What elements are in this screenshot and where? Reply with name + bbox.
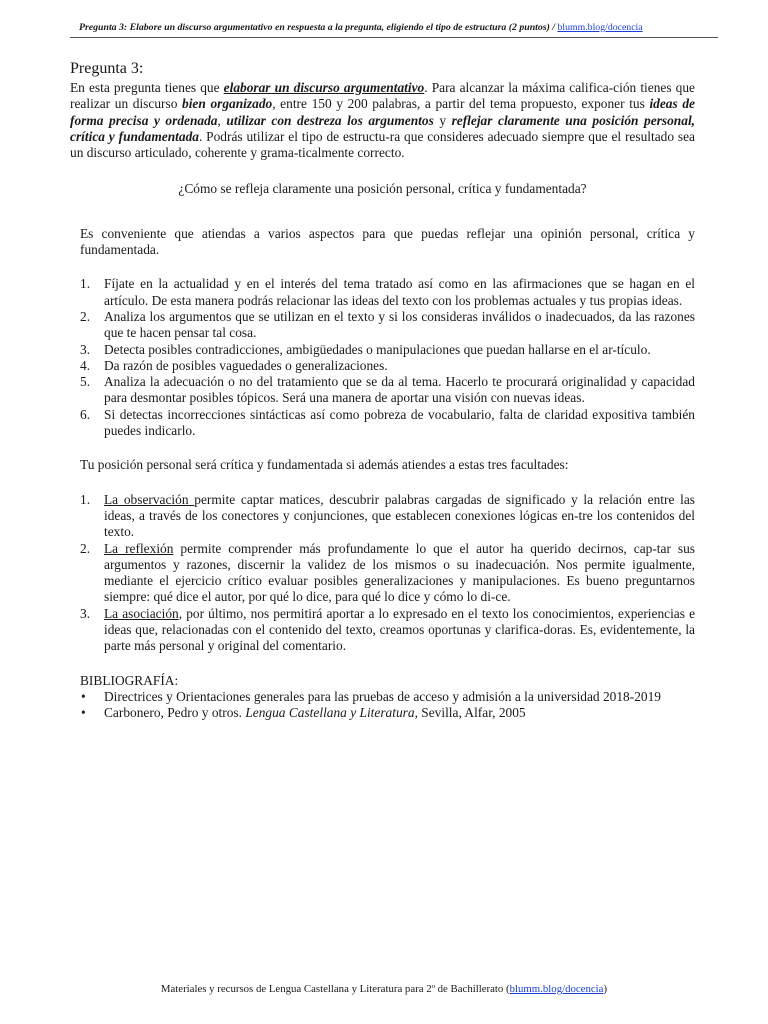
footer-link[interactable]: blumm.blog/docencia [509, 983, 604, 995]
intro-text-6: . Podrás utilizar el tipo de estructu-ra que consideres adecuado siempre que el resultado sea un discurso articulado, coherente y grama-ticalmente correcto. [70, 128, 695, 161]
list-text: Si detectas incorrecciones sintácticas así como pobreza de vocabulario, falta de claridad expositiva también puedes indicarlo. [104, 406, 695, 439]
list-text: Da razón de posibles vaguedades o generalizaciones. [104, 357, 388, 373]
list-text: Analiza los argumentos que se utilizan en el texto y si los consideras inválidos o inadecuados, da las razones que te hacen pensar tal cosa. [104, 308, 695, 341]
list-text: permite captar matices, descubrir palabras cargadas de significado y la relación entre las ideas, a través de los conectores y conjunciones, que establecen conexiones lógicas en-tre los contenidos del texto. [104, 491, 695, 540]
list-number: 3. [80, 341, 91, 357]
aspects-list [80, 276, 695, 439]
intro-text-5: y [433, 112, 452, 128]
list-text: Detecta posibles contradicciones, ambigüedades o manipulaciones que puedan hallarse en el ar-tículo. [104, 341, 651, 357]
list-text: Analiza la adecuación o no del tratamiento que se da al tema. Hacerlo te procurará originalidad y capacidad para desmontar posibles tópicos. Será una manera de aportar una visión con nuevas ideas. [104, 374, 695, 406]
header-separator: / [549, 22, 558, 33]
footer-text-end: ) [603, 983, 608, 995]
list-number: 6. [80, 406, 91, 422]
intro-emphasis-4: utilizar con destreza los argumentos [226, 112, 434, 128]
faculties-list [80, 492, 695, 655]
list-number: 2. [80, 308, 91, 324]
bibliography-entry: Carbonero, Pedro y otros. [104, 705, 246, 721]
intro-emphasis-5: reflejar claramente una posición personal, crítica y fundamentada [70, 112, 696, 144]
document-body [70, 60, 695, 722]
intro-emphasis-3: ideas de forma precisa y ordenada [70, 96, 695, 128]
intro-text-2: . Para alcanzar la máxima califica-ción tienes que realizar un discurso [70, 80, 695, 112]
aspects-intro: Es conveniente que atiendas a varios aspectos para que puedas reflejar una opinión personal, crítica y fundamentada. [80, 225, 695, 258]
list-text: permite comprender más profundamente lo que el autor ha querido decirnos, cap-tar sus argumentos y razones, discernir la validez de los mismos o su inadecuación. Nos permite igualmente, mediante el ejercicio crítico evaluar posibles generalizaciones y manipulaciones. Es bueno preguntarnos siempre: qué dice el autor, por qué lo dice, para qué lo dice y cómo lo di-ce. [104, 540, 696, 605]
page-footer [0, 982, 768, 996]
list-item [80, 374, 695, 407]
bibliography-entry-end: , Sevilla, Alfar, 2005 [414, 705, 526, 721]
header-text: Pregunta 3: Elabore un discurso argumentativo en respuesta a la pregunta, eligiendo el tipo de estructura (2 puntos) [79, 22, 550, 33]
intro-paragraph [70, 80, 695, 161]
list-number: 1. [80, 491, 91, 507]
header-link[interactable]: blumm.blog/docencia [557, 22, 643, 33]
list-number: 4. [80, 357, 91, 373]
bibliography-book-title: Lengua Castellana y Literatura [245, 705, 415, 721]
question-heading: ¿Cómo se refleja claramente una posición personal, crítica y fundamentada? [178, 181, 587, 197]
list-item [80, 276, 695, 309]
intro-text-1: En esta pregunta tienes que [70, 80, 224, 95]
list-item [80, 541, 695, 606]
intro-text-3: , entre 150 y 200 palabras, a partir del tema propuesto, exponer tus [272, 96, 650, 112]
list-number: 2. [80, 540, 91, 556]
faculty-term: La asociación [104, 605, 179, 621]
list-number: 5. [80, 374, 91, 390]
list-item [80, 358, 695, 374]
page-title: Pregunta 3: [70, 60, 144, 77]
list-item [80, 309, 695, 342]
intro-text-4: , [217, 112, 227, 128]
bibliography-entry: Directrices y Orientaciones generales para las pruebas de acceso y admisión a la universidad 2018-2019 [104, 688, 661, 704]
faculties-intro: Tu posición personal será crítica y fundamentada si además atiendes a estas tres facultades: [80, 457, 569, 473]
list-item [80, 689, 695, 705]
bullet-icon: • [81, 688, 86, 704]
list-item [80, 606, 695, 655]
header-divider [70, 37, 718, 38]
list-number: 1. [80, 276, 91, 292]
list-item [80, 407, 695, 440]
list-item [80, 342, 695, 358]
list-item [80, 492, 695, 541]
list-number: 3. [80, 605, 91, 621]
bibliography-list [80, 689, 695, 722]
list-text: Fíjate en la actualidad y en el interés del tema tratado así como en las afirmaciones que se hagan en el artículo. De esta manera podrás relacionar las ideas del texto con los problemas actuales y tus propias ideas. [104, 276, 695, 308]
faculty-term: La reflexión [104, 540, 174, 556]
intro-emphasis-2: bien organizado [182, 96, 273, 112]
faculty-term: La observación [104, 491, 195, 507]
list-item [80, 705, 695, 721]
page-header [79, 21, 719, 34]
bibliography-heading: BIBLIOGRAFÍA: [80, 672, 179, 688]
footer-text: Materiales y recursos de Lengua Castellana y Literatura para 2º de Bachillerato ( [160, 983, 510, 995]
bullet-icon: • [81, 705, 86, 721]
intro-emphasis-1: elaborar un discurso argumentativo [223, 80, 425, 95]
list-text: , por último, nos permitirá aportar a lo expresado en el texto los conocimientos, experiencias e ideas que, relacionadas con el contenido del texto, creamos oportunas y clarifica-doras. Es, evidentemente, la parte más personal y original del comentario. [104, 605, 696, 654]
